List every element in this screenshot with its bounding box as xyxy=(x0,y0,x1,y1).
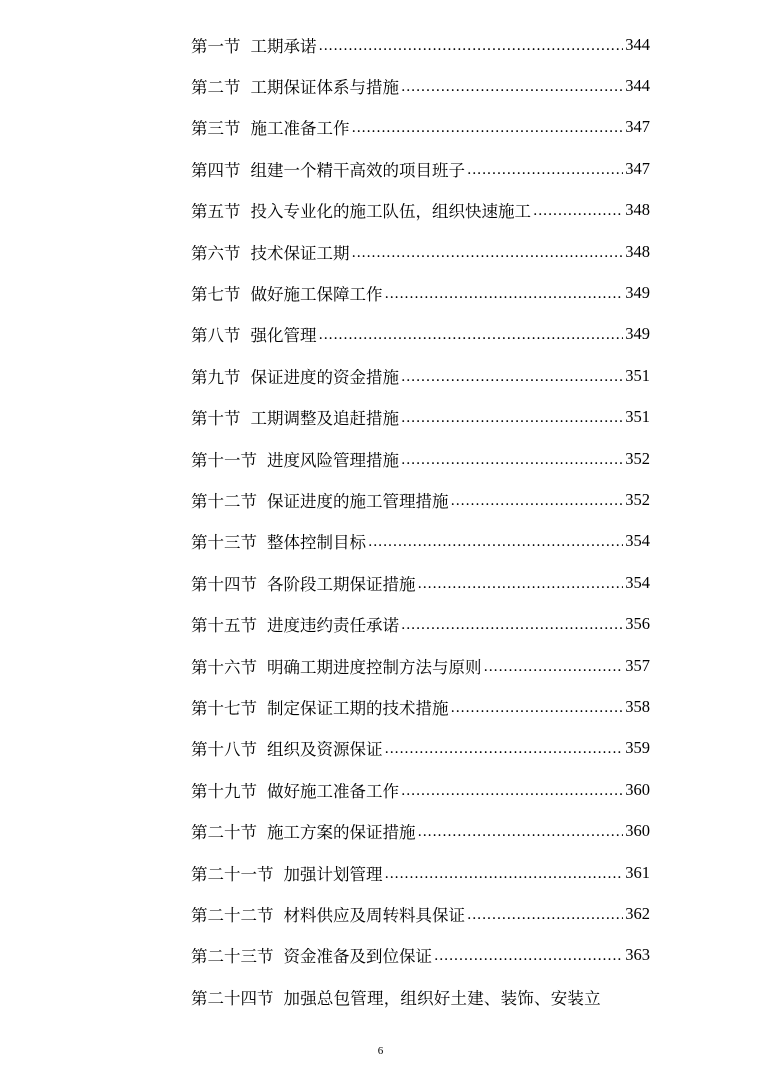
toc-page-number: 354 xyxy=(625,531,650,551)
toc-section-title: 保证进度的资金措施 xyxy=(250,367,399,387)
toc-entry[interactable] xyxy=(191,438,650,479)
toc-section-number: 第十二节 xyxy=(191,491,257,511)
toc-section-title: 组建一个精干高效的项目班子 xyxy=(250,160,465,180)
toc-section-title: 材料供应及周转料具保证 xyxy=(283,905,465,925)
toc-entry[interactable] xyxy=(191,603,650,644)
toc-entry[interactable] xyxy=(191,148,650,189)
toc-page-number: 352 xyxy=(625,448,650,468)
toc-page-number: 344 xyxy=(625,34,650,54)
dot-leader xyxy=(451,494,624,508)
toc-entry[interactable] xyxy=(191,190,650,231)
toc-page-number: 349 xyxy=(625,324,650,344)
dot-leader xyxy=(401,618,623,632)
toc-section-title: 整体控制目标 xyxy=(267,533,366,553)
dot-leader xyxy=(368,535,623,549)
toc-page-number: 351 xyxy=(625,365,650,385)
toc-page-number: 358 xyxy=(625,696,650,716)
toc-section-title: 明确工期进度控制方法与原则 xyxy=(267,657,482,677)
toc-section-title: 制定保证工期的技术措施 xyxy=(267,698,449,718)
toc-section-number: 第十一节 xyxy=(191,450,257,470)
toc-page-number: 357 xyxy=(625,655,650,675)
toc-entry[interactable] xyxy=(191,645,650,686)
toc-section-title: 加强计划管理 xyxy=(283,864,383,884)
dot-leader xyxy=(401,370,623,384)
toc-entry[interactable] xyxy=(191,893,650,934)
toc-page-number: 348 xyxy=(625,241,650,261)
toc-page-number: 356 xyxy=(625,614,650,634)
toc-entry[interactable] xyxy=(191,231,650,272)
toc-page-number: 347 xyxy=(625,117,650,137)
toc-page-number: 349 xyxy=(625,283,650,303)
toc-entry[interactable] xyxy=(191,935,650,976)
dot-leader xyxy=(434,949,623,963)
toc-section-number: 第十八节 xyxy=(191,740,257,760)
toc-section-title: 进度风险管理措施 xyxy=(267,450,399,470)
toc-section-title: 组织及资源保证 xyxy=(267,740,383,760)
toc-page-number: 351 xyxy=(625,407,650,427)
toc-section-title: 施工准备工作 xyxy=(250,119,350,139)
toc-entry[interactable] xyxy=(191,686,650,727)
dot-leader xyxy=(451,701,624,715)
toc-section-number: 第六节 xyxy=(191,243,241,263)
toc-section-number: 第二十一节 xyxy=(191,864,274,884)
toc-section-number: 第二十二节 xyxy=(191,905,274,925)
toc-section-title: 技术保证工期 xyxy=(250,243,350,263)
toc-section-number: 第十六节 xyxy=(191,657,257,677)
toc-entry[interactable] xyxy=(191,24,650,65)
toc-section-number: 第二十三节 xyxy=(191,947,274,967)
toc-entry[interactable] xyxy=(191,65,650,106)
toc-section-number: 第三节 xyxy=(191,119,241,139)
toc-section-number: 第十五节 xyxy=(191,616,257,636)
table-of-contents xyxy=(191,24,650,1017)
toc-entry[interactable] xyxy=(191,521,650,562)
toc-section-number: 第十节 xyxy=(191,409,241,429)
toc-section-title: 做好施工保障工作 xyxy=(250,285,383,305)
toc-section-title: 投入专业化的施工队伍，组织快速施工 xyxy=(250,202,531,222)
toc-section-number: 第十四节 xyxy=(191,574,257,594)
toc-entry[interactable] xyxy=(191,976,650,1017)
dot-leader xyxy=(352,246,624,260)
toc-section-title: 各阶段工期保证措施 xyxy=(267,574,416,594)
toc-entry[interactable] xyxy=(191,562,650,603)
dot-leader xyxy=(385,287,624,301)
toc-section-title: 资金准备及到位保证 xyxy=(283,947,432,967)
toc-section-title: 保证进度的施工管理措施 xyxy=(267,491,449,511)
dot-leader xyxy=(467,163,623,177)
page-number-footer: 6 xyxy=(377,1045,384,1057)
toc-section-number: 第十三节 xyxy=(191,533,257,553)
toc-section-number: 第七节 xyxy=(191,285,241,305)
toc-entry[interactable] xyxy=(191,397,650,438)
toc-page-number: 363 xyxy=(625,945,650,965)
toc-entry[interactable] xyxy=(191,852,650,893)
toc-entry[interactable] xyxy=(191,769,650,810)
toc-entry[interactable] xyxy=(191,272,650,313)
dot-leader xyxy=(401,80,623,94)
toc-page-number: 362 xyxy=(625,903,650,923)
toc-page-number: 360 xyxy=(625,821,650,841)
toc-section-title: 工期承诺 xyxy=(250,36,317,56)
toc-entry[interactable] xyxy=(191,728,650,769)
toc-section-number: 第二节 xyxy=(191,78,241,98)
dot-leader xyxy=(401,411,623,425)
toc-section-number: 第八节 xyxy=(191,326,241,346)
toc-section-title: 做好施工准备工作 xyxy=(267,781,399,801)
toc-entry[interactable] xyxy=(191,355,650,396)
toc-section-number: 第二十节 xyxy=(191,823,257,843)
toc-section-number: 第一节 xyxy=(191,36,241,56)
toc-section-title: 施工方案的保证措施 xyxy=(267,823,416,843)
dot-leader xyxy=(484,660,624,674)
dot-leader xyxy=(401,784,623,798)
toc-page-number: 359 xyxy=(625,738,650,758)
dot-leader xyxy=(467,908,623,922)
dot-leader xyxy=(319,328,624,342)
toc-page-number: 352 xyxy=(625,489,650,509)
toc-section-number: 第四节 xyxy=(191,160,241,180)
toc-entry[interactable] xyxy=(191,810,650,851)
toc-section-number: 第十九节 xyxy=(191,781,257,801)
dot-leader xyxy=(385,742,624,756)
toc-section-number: 第二十四节 xyxy=(191,988,274,1008)
toc-page-number: 344 xyxy=(625,76,650,96)
toc-section-title: 工期保证体系与措施 xyxy=(250,78,399,98)
toc-page-number: 347 xyxy=(625,158,650,178)
toc-page-number: 354 xyxy=(625,572,650,592)
toc-section-title: 进度违约责任承诺 xyxy=(267,616,399,636)
toc-section-title: 加强总包管理，组织好土建、装饰、安装立 xyxy=(283,988,601,1008)
dot-leader xyxy=(352,121,624,135)
toc-entry[interactable] xyxy=(191,314,650,355)
toc-section-number: 第五节 xyxy=(191,202,241,222)
dot-leader xyxy=(418,577,624,591)
dot-leader xyxy=(319,39,624,53)
toc-section-number: 第十七节 xyxy=(191,698,257,718)
toc-page-number: 348 xyxy=(625,200,650,220)
toc-page-number: 361 xyxy=(625,862,650,882)
toc-section-title: 工期调整及追赶措施 xyxy=(250,409,399,429)
toc-section-title: 强化管理 xyxy=(250,326,317,346)
dot-leader xyxy=(533,204,623,218)
toc-section-number: 第九节 xyxy=(191,367,241,387)
toc-entry[interactable] xyxy=(191,479,650,520)
dot-leader xyxy=(385,867,624,881)
toc-entry[interactable] xyxy=(191,107,650,148)
toc-page-number: 360 xyxy=(625,779,650,799)
dot-leader xyxy=(418,825,624,839)
dot-leader xyxy=(401,453,623,467)
